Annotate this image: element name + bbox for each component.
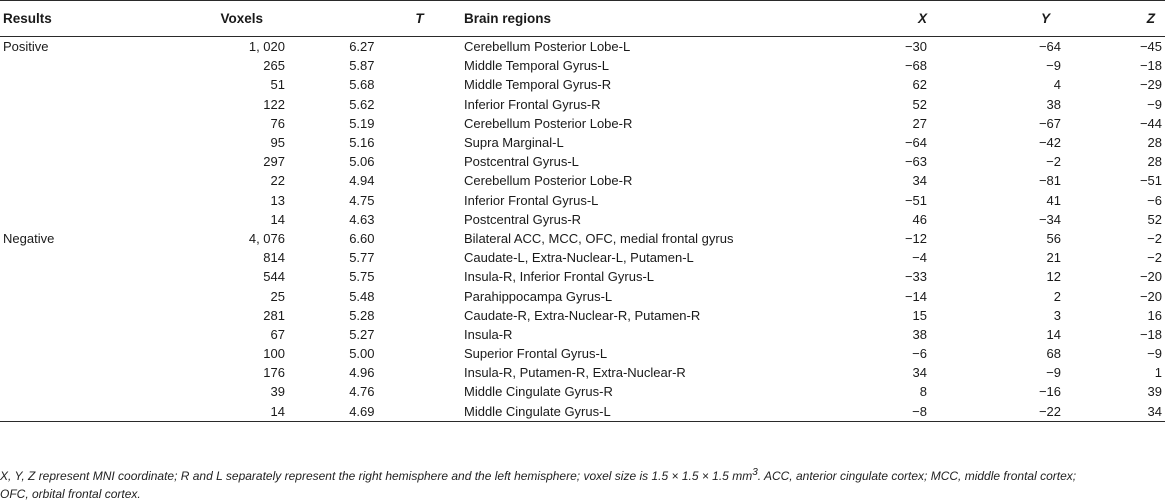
cell-z: −9 [1147, 96, 1162, 112]
table-row [0, 382, 1165, 401]
cell-x: 62 [912, 77, 927, 93]
table-row [0, 286, 1165, 305]
cell-y: −2 [1046, 154, 1061, 170]
table-row [0, 171, 1165, 190]
cell-y: 21 [1046, 250, 1061, 266]
cell-t: 4.75 [349, 192, 375, 208]
cell-results: Negative [3, 230, 55, 246]
cell-results [0, 306, 151, 325]
cell-results [0, 56, 151, 75]
cell-z: −20 [1139, 288, 1162, 304]
header-row [0, 1, 1165, 37]
cell-results [0, 363, 151, 382]
cell-brain-region: Postcentral Gyrus-R [464, 211, 582, 227]
header-t: T [285, 1, 464, 37]
cell-results [0, 191, 151, 210]
cell-voxels: 1, 020 [248, 39, 285, 55]
cell-brain-region: Cerebellum Posterior Lobe-L [464, 39, 631, 55]
cell-voxels: 22 [270, 173, 285, 189]
cell-x: 27 [912, 115, 927, 131]
cell-z: −51 [1139, 173, 1162, 189]
cell-brain-region: Cerebellum Posterior Lobe-R [464, 173, 633, 189]
cell-brain-region: Middle Cingulate Gyrus-R [464, 384, 613, 400]
table-row [0, 229, 1165, 248]
cell-results [0, 267, 151, 286]
cell-z: 28 [1147, 135, 1162, 151]
cell-z: 28 [1147, 154, 1162, 170]
cell-voxels: 100 [263, 346, 285, 362]
cell-x: 15 [912, 307, 927, 323]
cell-t: 4.96 [349, 365, 375, 381]
cell-results [0, 171, 151, 190]
cell-y: −67 [1038, 115, 1061, 131]
table-row [0, 325, 1165, 344]
cell-voxels: 122 [263, 96, 285, 112]
cell-results [0, 286, 151, 305]
cell-z: 52 [1147, 211, 1162, 227]
table-body [0, 37, 1165, 422]
cell-results [0, 248, 151, 267]
cell-brain-region: Postcentral Gyrus-L [464, 154, 579, 170]
cell-z: 16 [1147, 307, 1162, 323]
cell-x: 34 [912, 173, 927, 189]
cell-spacer [375, 75, 465, 94]
cell-x: −4 [912, 250, 927, 266]
cell-voxels: 176 [263, 365, 285, 381]
cell-brain-region: Caudate-L, Extra-Nuclear-L, Putamen-L [464, 250, 694, 266]
cell-results [0, 344, 151, 363]
cell-x: −6 [912, 346, 927, 362]
header-z: Z [1061, 1, 1165, 37]
cell-voxels: 4, 076 [248, 230, 285, 246]
cell-t: 5.06 [349, 154, 375, 170]
header-voxels: Voxels [151, 1, 285, 37]
cell-spacer [375, 56, 465, 75]
cell-spacer [375, 114, 465, 133]
cell-brain-region: Superior Frontal Gyrus-L [464, 346, 608, 362]
table-row [0, 37, 1165, 57]
header-x: X [860, 1, 927, 37]
cell-y: −81 [1038, 173, 1061, 189]
cell-t: 6.27 [349, 39, 375, 55]
cell-z: 34 [1061, 402, 1165, 422]
cell-x: −33 [904, 269, 927, 285]
cell-x: 46 [912, 211, 927, 227]
cell-voxels: 39 [270, 384, 285, 400]
cell-y: −42 [1038, 135, 1061, 151]
cell-spacer [375, 171, 465, 190]
footnote-superscript: 3 [752, 467, 758, 478]
cell-x: −14 [904, 288, 927, 304]
cell-voxels: 14 [151, 402, 285, 422]
cell-brain-region: Middle Temporal Gyrus-R [464, 77, 612, 93]
cell-z: −29 [1139, 77, 1162, 93]
cell-z: −18 [1139, 326, 1162, 342]
cell-spacer [375, 286, 465, 305]
cell-t: 5.75 [349, 269, 375, 285]
cell-results [0, 114, 151, 133]
cell-x: 8 [919, 384, 927, 400]
cell-results [0, 152, 151, 171]
cell-x: −68 [904, 58, 927, 74]
cell-z: −6 [1147, 192, 1162, 208]
cell-brain-region: Supra Marginal-L [464, 135, 564, 151]
header-brain-regions: Brain regions [464, 1, 860, 37]
table-row [0, 344, 1165, 363]
cell-x: −63 [904, 154, 927, 170]
cell-y: −34 [1038, 211, 1061, 227]
cell-results: Positive [3, 39, 49, 55]
cell-results [0, 133, 151, 152]
cell-z: −9 [1147, 346, 1162, 362]
cell-voxels: 544 [263, 269, 285, 285]
cell-results [0, 325, 151, 344]
cell-t: 4.69 [285, 402, 375, 422]
footnote-text-2: . ACC, anterior cingulate cortex; MCC, middle frontal cortex; OFC, orbital frontal cortex. [0, 469, 1077, 501]
cell-y: −9 [1046, 58, 1061, 74]
cell-brain-region: Caudate-R, Extra-Nuclear-R, Putamen-R [464, 307, 701, 323]
cell-voxels: 67 [270, 326, 285, 342]
cell-y: 2 [1053, 288, 1061, 304]
table-header [0, 1, 1165, 37]
cell-spacer [375, 325, 465, 344]
cell-x: 34 [912, 365, 927, 381]
cell-t: 5.87 [349, 58, 375, 74]
cell-t: 5.48 [349, 288, 375, 304]
cell-x: −64 [904, 135, 927, 151]
cell-y: −16 [1038, 384, 1061, 400]
cell-brain-region: Inferior Frontal Gyrus-R [464, 96, 601, 112]
cell-y: 68 [1046, 346, 1061, 362]
cell-z: 1 [1154, 365, 1162, 381]
table-row [0, 75, 1165, 94]
cell-voxels: 95 [270, 135, 285, 151]
header-y: Y [927, 1, 1061, 37]
cell-voxels: 281 [263, 307, 285, 323]
cell-y: −22 [927, 402, 1061, 422]
cell-z: −45 [1139, 39, 1162, 55]
cell-results [0, 382, 151, 401]
cell-voxels: 814 [263, 250, 285, 266]
cell-voxels: 297 [263, 154, 285, 170]
cell-y: −64 [1038, 39, 1061, 55]
cell-brain-region: Insula-R [464, 326, 513, 342]
cell-z: −2 [1147, 250, 1162, 266]
cell-results [0, 95, 151, 114]
cell-z: 39 [1147, 384, 1162, 400]
table-row [0, 402, 1165, 422]
cell-spacer [375, 37, 465, 57]
cell-results [0, 75, 151, 94]
cell-brain-region: Insula-R, Putamen-R, Extra-Nuclear-R [464, 365, 686, 381]
table-row [0, 267, 1165, 286]
table-footnote [0, 464, 1096, 503]
cell-t: 5.62 [349, 96, 375, 112]
cell-y: 3 [1053, 307, 1061, 323]
table-row [0, 306, 1165, 325]
cell-voxels: 51 [270, 77, 285, 93]
cell-spacer [375, 306, 465, 325]
cell-brain-region: Middle Cingulate Gyrus-L [464, 402, 860, 422]
cell-spacer [375, 133, 465, 152]
cell-t: 5.16 [349, 135, 375, 151]
cell-voxels: 25 [270, 288, 285, 304]
cell-spacer [375, 210, 465, 229]
cell-voxels: 13 [270, 192, 285, 208]
cell-brain-region: Insula-R, Inferior Frontal Gyrus-L [464, 269, 655, 285]
cell-t: 5.77 [349, 250, 375, 266]
cell-x: 38 [912, 326, 927, 342]
cell-y: 12 [1046, 269, 1061, 285]
cell-t: 4.94 [349, 173, 375, 189]
cell-spacer [375, 95, 465, 114]
cell-y: 4 [1053, 77, 1061, 93]
cell-spacer [375, 191, 465, 210]
cell-y: 41 [1046, 192, 1061, 208]
cell-z: −20 [1139, 269, 1162, 285]
cell-brain-region: Inferior Frontal Gyrus-L [464, 192, 599, 208]
cell-brain-region: Parahippocampa Gyrus-L [464, 288, 613, 304]
table-row [0, 95, 1165, 114]
table-row [0, 152, 1165, 171]
cell-z: −18 [1139, 58, 1162, 74]
cell-t: 5.68 [349, 77, 375, 93]
cell-brain-region: Middle Temporal Gyrus-L [464, 58, 609, 74]
cell-t: 5.28 [349, 307, 375, 323]
cell-results [0, 402, 151, 422]
table-row [0, 56, 1165, 75]
cell-t: 4.76 [349, 384, 375, 400]
cell-t: 5.27 [349, 326, 375, 342]
cell-voxels: 14 [270, 211, 285, 227]
cell-spacer [375, 344, 465, 363]
cell-voxels: 265 [263, 58, 285, 74]
cell-y: −9 [1046, 365, 1061, 381]
cell-x: −12 [904, 230, 927, 246]
cell-x: −8 [860, 402, 927, 422]
cell-spacer [375, 382, 465, 401]
cell-spacer [375, 229, 465, 248]
cell-spacer [375, 267, 465, 286]
cell-brain-region: Cerebellum Posterior Lobe-R [464, 115, 633, 131]
header-results: Results [0, 1, 151, 37]
cell-spacer [375, 363, 465, 382]
cell-y: 56 [1046, 230, 1061, 246]
table-row [0, 191, 1165, 210]
table-row [0, 133, 1165, 152]
cell-spacer [375, 152, 465, 171]
footnote-text-1: X, Y, Z represent MNI coordinate; R and L separately represent the right hemisphere and the left hemisphere; voxel size is 1.5 × 1.5 × 1.5 mm [0, 469, 753, 483]
cell-results [0, 210, 151, 229]
cell-t: 4.63 [349, 211, 375, 227]
cell-t: 5.00 [349, 346, 375, 362]
table-row [0, 210, 1165, 229]
table-row [0, 114, 1165, 133]
cell-z: −44 [1139, 115, 1162, 131]
cell-y: 14 [1046, 326, 1061, 342]
table-row [0, 363, 1165, 382]
cell-y: 38 [1046, 96, 1061, 112]
cell-x: 52 [912, 96, 927, 112]
table-row [0, 248, 1165, 267]
cell-z: −2 [1147, 230, 1162, 246]
cell-spacer [375, 248, 465, 267]
cell-x: −30 [904, 39, 927, 55]
cell-t: 6.60 [349, 230, 375, 246]
cell-x: −51 [904, 192, 927, 208]
cell-voxels: 76 [270, 115, 285, 131]
cell-spacer [375, 402, 465, 422]
cell-brain-region: Bilateral ACC, MCC, OFC, medial frontal gyrus [464, 230, 734, 246]
cell-t: 5.19 [349, 115, 375, 131]
